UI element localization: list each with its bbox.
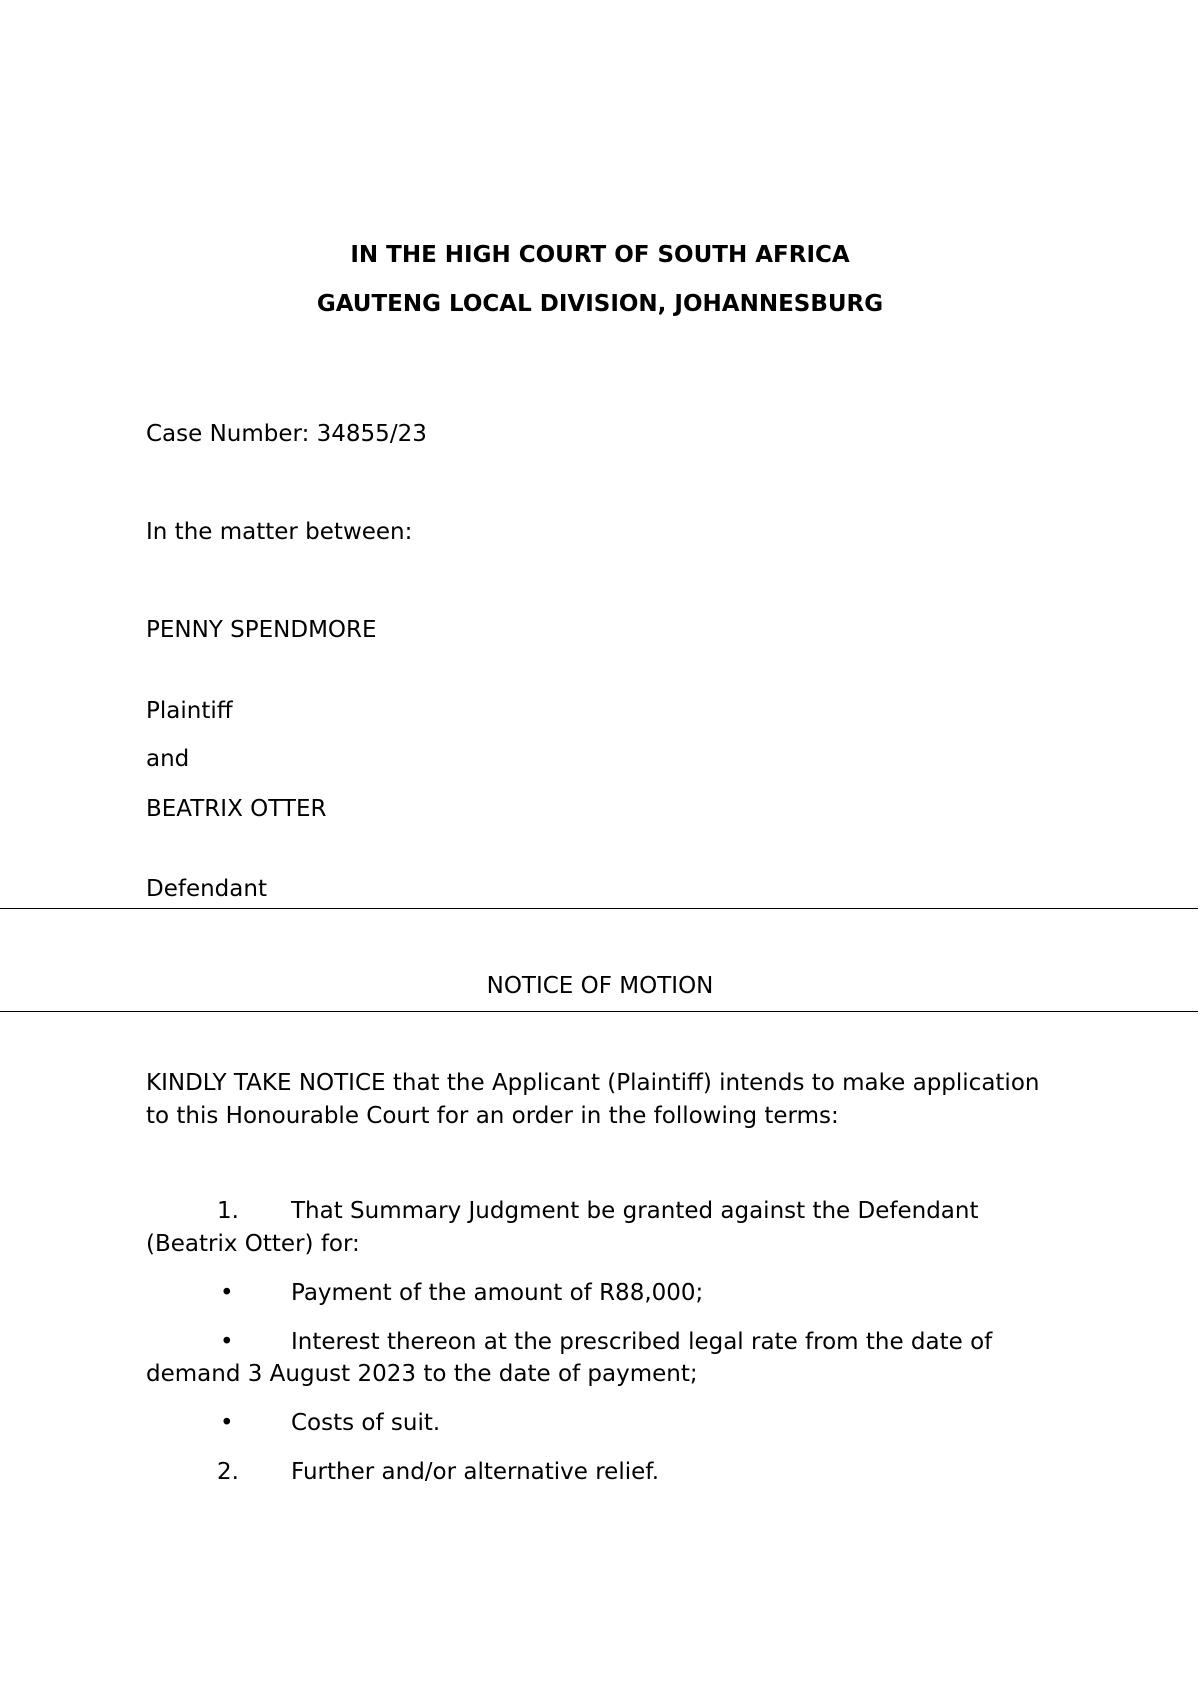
court-division: GAUTENG LOCAL DIVISION, JOHANNESBURG [316, 291, 884, 317]
order-item-2-number: 2. [217, 1459, 239, 1485]
bullet-text-cont: demand 3 August 2023 to the date of payment; [146, 1361, 698, 1387]
matter-between: In the matter between: [146, 519, 413, 545]
party-conjunction: and [146, 746, 190, 772]
bullet-marker: • [220, 1280, 234, 1306]
bullet-marker: • [220, 1329, 234, 1355]
court-title: IN THE HIGH COURT OF SOUTH AFRICA [350, 242, 850, 268]
order-item-2-text: Further and/or alternative relief. [291, 1459, 659, 1485]
bullet-text: Interest thereon at the prescribed legal rate from the date of [291, 1329, 993, 1355]
defendant-name: BEATRIX OTTER [146, 796, 327, 822]
plaintiff-name: PENNY SPENDMORE [146, 617, 377, 643]
plaintiff-role: Plaintiff [146, 698, 233, 724]
intro-paragraph: KINDLY TAKE NOTICE that the Applicant (Plaintiff) intends to make application to this Honourable Court for an order in the following terms: [146, 1070, 1040, 1129]
bullet-text: Payment of the amount of R88,000; [291, 1280, 704, 1306]
order-item-1-text: That Summary Judgment be granted against the Defendant [291, 1198, 979, 1224]
order-item-1-text-cont: (Beatrix Otter) for: [146, 1231, 360, 1257]
divider-top [0, 908, 1198, 909]
bullet-text: Costs of suit. [291, 1410, 441, 1436]
bullet-marker: • [220, 1410, 234, 1436]
notice-title: NOTICE OF MOTION [486, 973, 714, 999]
order-item-1-number: 1. [217, 1198, 239, 1224]
case-number: Case Number: 34855/23 [146, 421, 427, 447]
divider-bottom [0, 1011, 1198, 1012]
defendant-role: Defendant [146, 876, 267, 902]
